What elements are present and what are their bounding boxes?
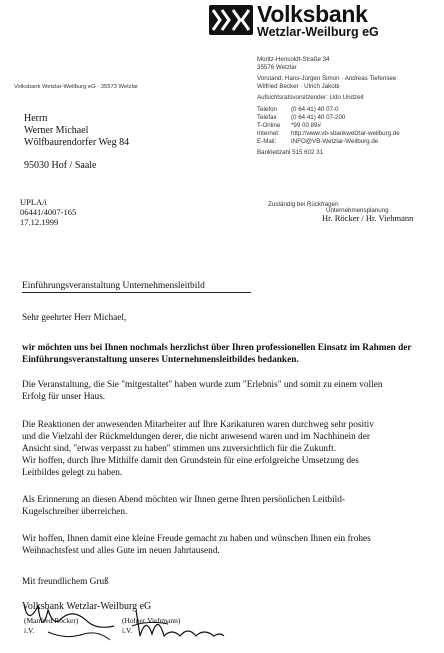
bank-board-line-2: Wilfried Becker · Ulrich Jakobi (257, 83, 340, 90)
signature-left-handwriting (18, 596, 128, 648)
bank-supervisory: Aufsichtsratsvorsitzender: Udo Undzeit (257, 94, 364, 101)
signature-right-name: (Holger Viehmann) (122, 616, 181, 625)
paragraph-3-line-4: Wir hoffen, durch Ihre Mithilfe damit den Grundstein für eine erfolgreiche Umsetzung des (22, 456, 359, 466)
recipient-salutation: Herrn (24, 113, 48, 124)
recipient-street: Wölfbaurendorfer Weg 84 (24, 137, 130, 148)
signature-left-iv: i.V. (24, 626, 35, 635)
paragraph-1-line-2: Einführungsveranstaltung unseres Unternehmensleitbildes bedanken. (22, 355, 299, 365)
paragraph-2-line-1: Die Veranstaltung, die Sie "mitgestaltet" haben wurde zum "Erlebnis" und somit zu einem vollen (22, 380, 383, 390)
paragraph-3-line-2: und die Vielzahl der Rückmeldungen derer, die nicht anwesend waren und im Nachhinein der (22, 432, 370, 442)
paragraph-4-line-1: Als Erinnerung an diesen Abend möchten wir Ihnen gerne Ihren persönlichen Leitbild- (22, 495, 345, 505)
paragraph-5-line-1: Wir hoffen, Ihnen damit eine kleine Freude gemacht zu haben und wünschen Ihnen ein frohes (22, 534, 371, 544)
paragraph-1-line-1: wir möchten uns bei Ihnen nochmals herzlichst über Ihren professionellen Einsatz im Rahmen der (22, 343, 412, 353)
responsible-label: Zuständig bei Rückfragen (268, 201, 339, 208)
paragraph-2-line-2: Erfolg für unser Haus. (22, 392, 106, 402)
reference-phone: 06441/4007-165 (20, 207, 77, 217)
bank-address-city: 35576 Wetzlar (257, 64, 297, 71)
contact-value-tonline: *99 00 89# (291, 122, 321, 129)
greeting: Sehr geehrter Herr Michael, (22, 313, 127, 323)
contact-value-fax: (0 64 41) 40 07-200 (291, 114, 346, 121)
paragraph-4-line-2: Kugelschreiber überreichen. (22, 507, 128, 517)
paragraph-5-line-2: Weihnachtsfest und alles Gute im neuen Jahrtausend. (22, 546, 220, 556)
contact-label-tonline: T-Online (257, 122, 281, 129)
brand-subtitle: Wetzlar-Weilburg eG (257, 25, 379, 39)
volksbank-logo-icon (209, 5, 253, 35)
recipient-city: 95030 Hof / Saale (24, 160, 97, 171)
brand-name: Volksbank (257, 1, 368, 27)
bank-board-line-1: Vorstand: Hans-Jürgen Simon · Andreas Tiefensee (257, 75, 397, 82)
contact-value-email: INFO@VB-Wetzlar-Weilburg.de (291, 138, 379, 145)
responsible-names: Hr. Röcker / Hr. Viehmann (322, 213, 414, 223)
recipient-name: Werner Michael (24, 125, 89, 136)
subject-underline (22, 292, 251, 293)
signature-right-handwriting (128, 606, 228, 650)
subject-line: Einführungsveranstaltung Unternehmensleitbild (22, 281, 205, 291)
contact-label-internet: Internet: (257, 130, 280, 137)
paragraph-3-line-1: Die Reaktionen der anwesenden Mitarbeiter auf Ihre Karikaturen waren durchweg sehr positiv (22, 420, 374, 430)
signature-company: Volksbank Wetzlar-Weilburg eG (22, 601, 152, 612)
contact-value-internet: http://www.vb-sbankwetzlar-weilburg.de (291, 130, 400, 137)
signature-right-iv: i.V. (122, 626, 133, 635)
sender-return-line: Volksbank Wetzlar-Weilburg eG · 35573 Wetzlar (14, 84, 139, 90)
responsible-department: Unternehmensplanung (326, 207, 389, 214)
paragraph-3-line-3: Ansicht sind, "etwas verpasst zu haben" stimmen uns zuversichtlich für die Zukunft. (22, 444, 337, 454)
bank-address-street: Moritz-Hensoldt-Straße 34 (257, 56, 330, 63)
contact-label-email: E-Mail: (257, 138, 277, 145)
closing: Mit freundlichem Gruß (22, 577, 109, 587)
contact-label-fax: Telefax (257, 114, 277, 121)
letter-date: 17.12.1999 (20, 217, 59, 227)
paragraph-3-line-5: Leitbildes gelegt zu haben. (22, 468, 123, 478)
signature-left-name: (Manfred Röcker) (24, 616, 79, 625)
contact-label-phone: Telefon (257, 106, 277, 113)
reference-code: UPLA/i (20, 197, 47, 207)
bank-code: Bankleitzahl 515 602 31 (257, 149, 324, 156)
contact-value-phone: (0 64 41) 40 07-0 (291, 106, 339, 113)
